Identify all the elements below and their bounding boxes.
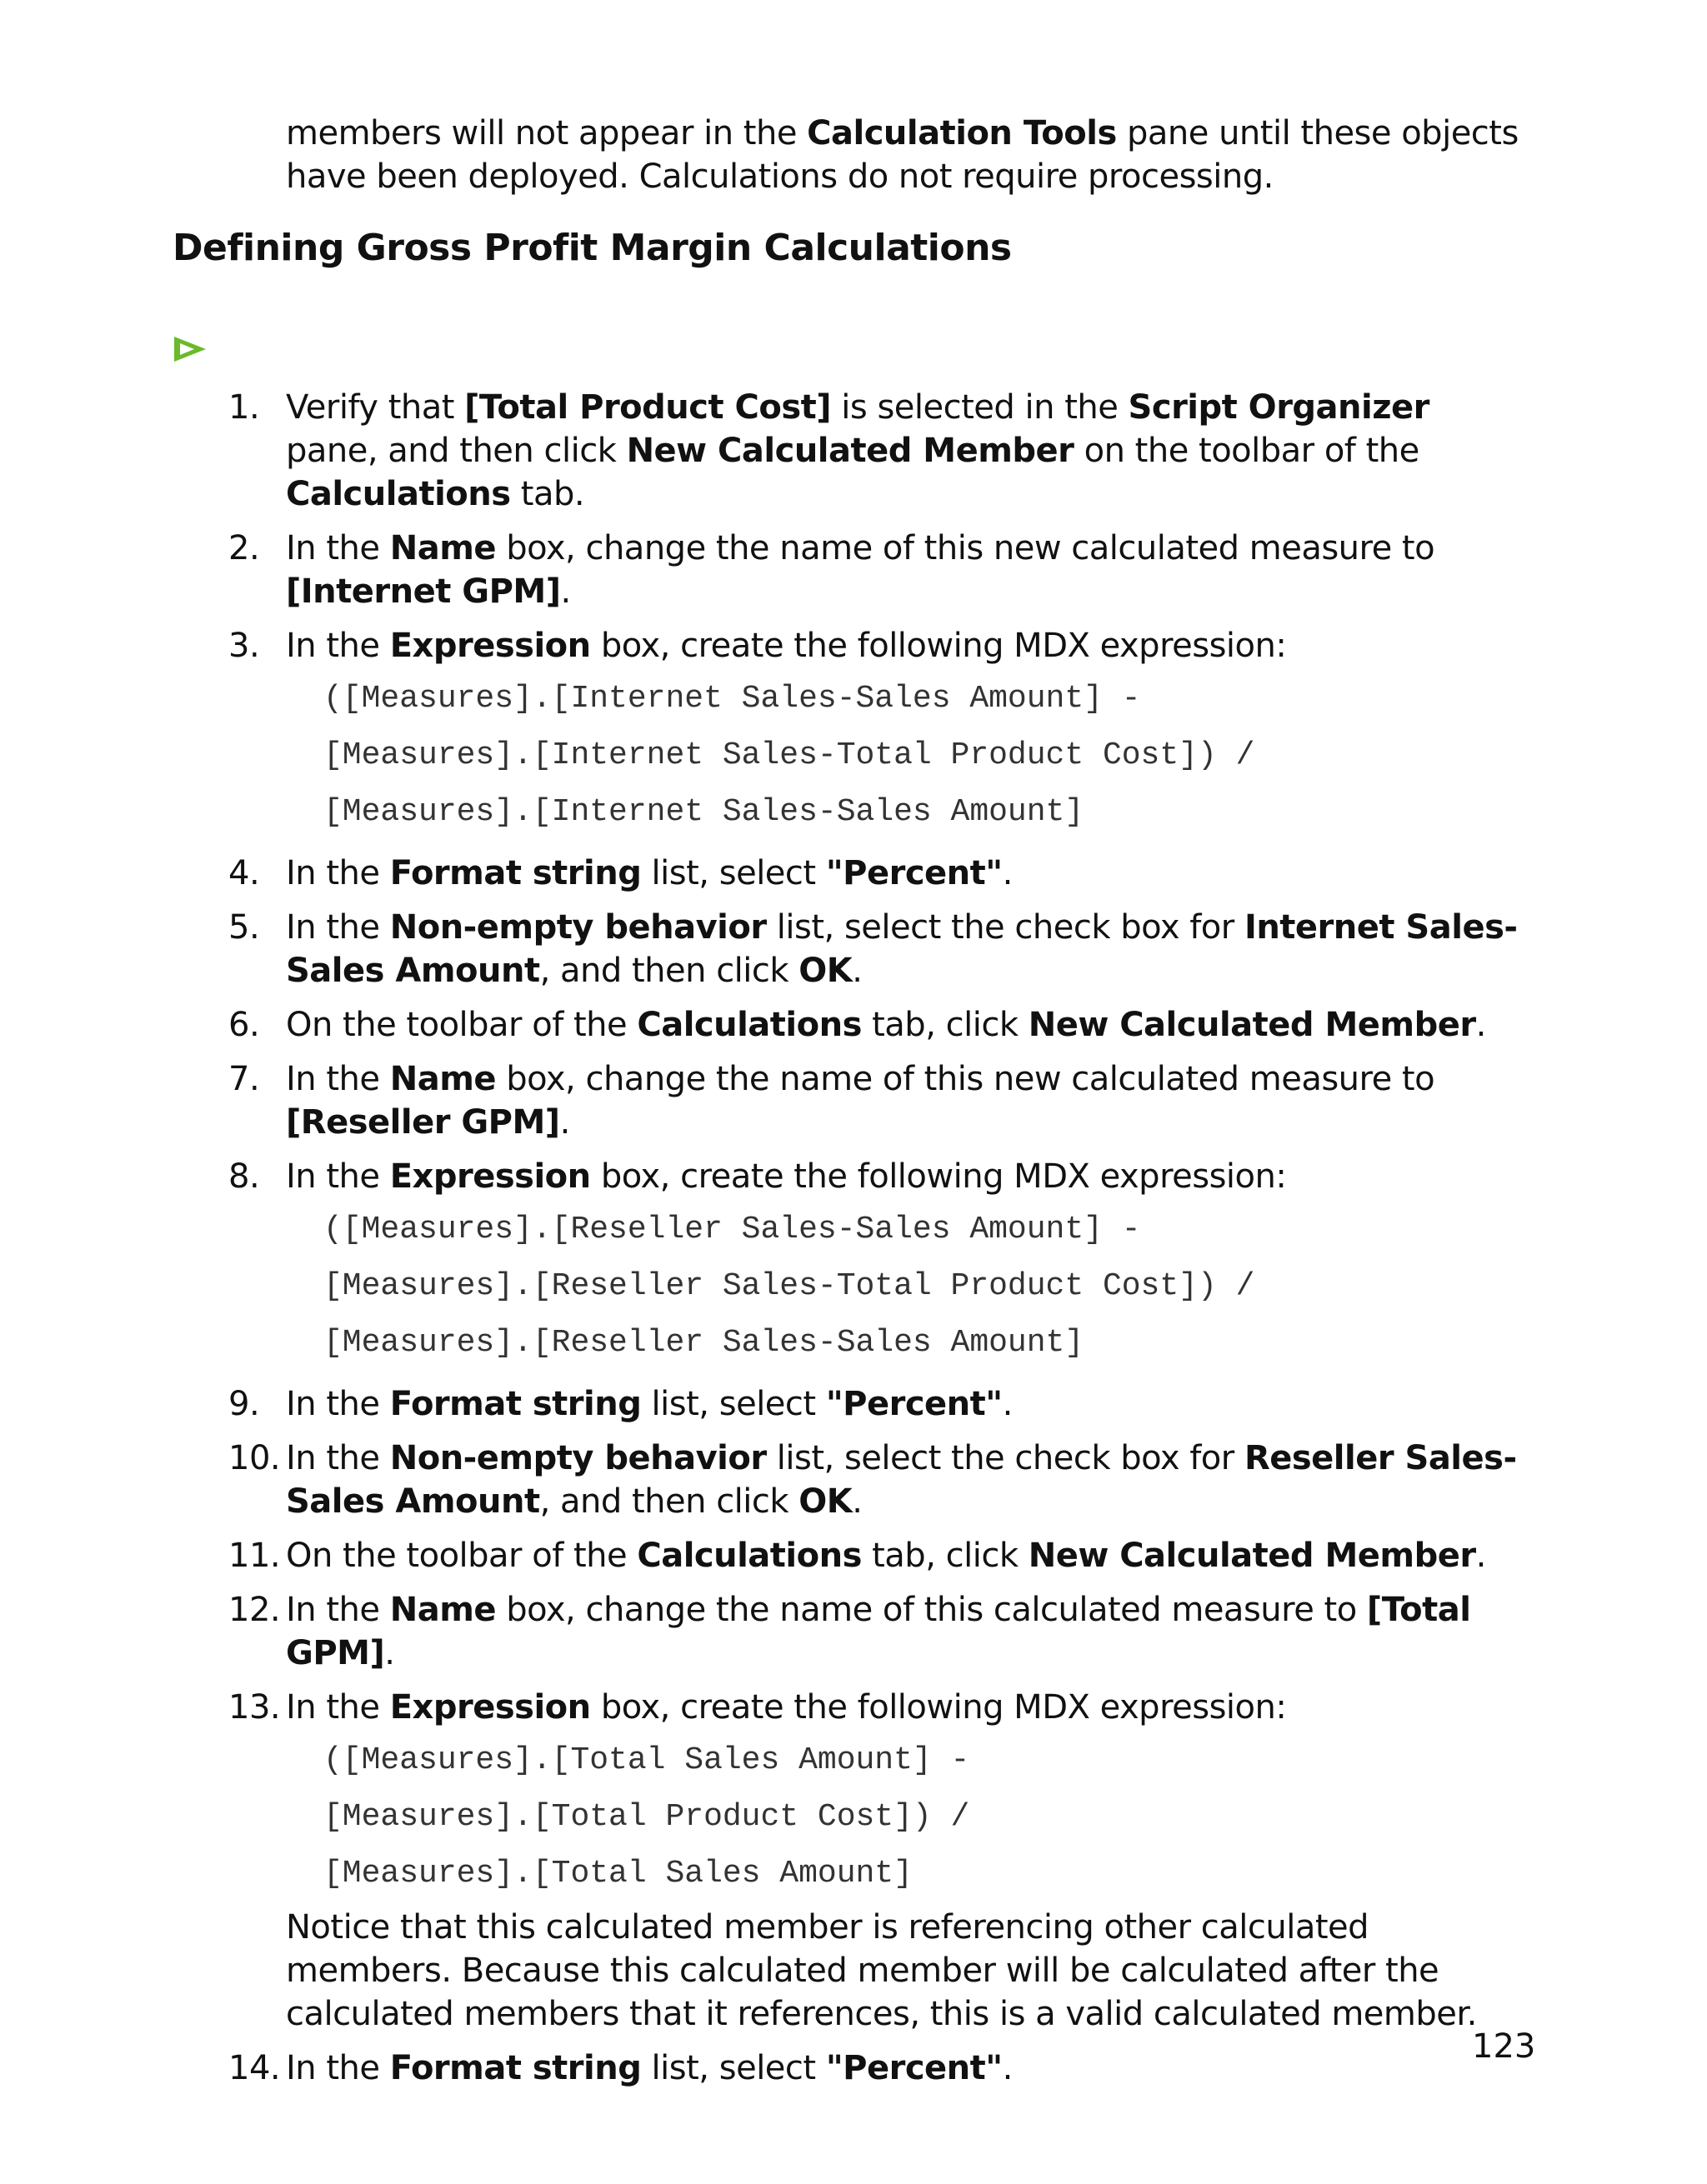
step-text: , and then click xyxy=(539,952,799,990)
step-text: . xyxy=(560,572,571,611)
step-number: 12. xyxy=(228,1591,281,1629)
step-text: In the xyxy=(286,1385,390,1423)
step-text: On the toolbar of the xyxy=(286,1537,638,1575)
step-text: In the xyxy=(286,529,390,567)
step-6 xyxy=(0,1003,1519,1047)
step-number: 3. xyxy=(228,627,260,665)
step-bold: New Calculated Member xyxy=(1028,1537,1476,1575)
step-text: on the toolbar of the xyxy=(1074,432,1419,470)
step-14 xyxy=(0,2047,1519,2090)
step-text: tab, click xyxy=(861,1537,1029,1575)
step-bold: Name xyxy=(389,1060,497,1098)
code-line: ([Measures].[Internet Sales-Sales Amount] - xyxy=(323,681,1141,717)
step-number: 13. xyxy=(228,1688,281,1727)
step-text: tab. xyxy=(510,475,585,513)
step-text: box, change the name of this calculated measure to xyxy=(496,1591,1367,1629)
step-bold: Format string xyxy=(389,2049,642,2087)
step-text: . xyxy=(559,1103,570,1142)
step-text: pane, and then click xyxy=(286,432,627,470)
intro-paragraph xyxy=(286,112,1536,198)
step-bold: OK xyxy=(798,1482,853,1521)
step-text: Verify that xyxy=(286,388,465,427)
code-line: [Measures].[Total Sales Amount] xyxy=(323,1856,913,1892)
step-7 xyxy=(0,1057,1519,1144)
step-3 xyxy=(0,624,1519,841)
step-4 xyxy=(0,852,1519,895)
step-number: 14. xyxy=(228,2049,281,2087)
mdx-expression xyxy=(286,1202,1519,1372)
code-line: [Measures].[Reseller Sales-Total Product Cost]) / xyxy=(323,1268,1255,1304)
code-line: [Measures].[Internet Sales-Total Product Cost]) / xyxy=(323,737,1255,773)
procedure-steps xyxy=(0,386,1707,2101)
step-text: In the xyxy=(286,908,390,947)
step-11 xyxy=(0,1534,1519,1577)
code-line: [Measures].[Internet Sales-Sales Amount] xyxy=(323,794,1084,830)
step-text: is selected in the xyxy=(831,388,1129,427)
step-text: box, change the name of this new calculated measure to xyxy=(496,529,1435,567)
step-bold: OK xyxy=(798,952,853,990)
step-note: Notice that this calculated member is referencing other calculated members. Because this calculated member will be calculated after the calculated members that it references, this is a valid calculated member. xyxy=(286,1908,1477,2033)
code-line: ([Measures].[Total Sales Amount] - xyxy=(323,1742,970,1778)
step-bold: Non-empty behavior xyxy=(389,1439,767,1477)
step-bold: Format string xyxy=(389,1385,642,1423)
step-text: box, change the name of this new calculated measure to xyxy=(496,1060,1435,1098)
mdx-expression xyxy=(286,671,1519,841)
step-bold: Reseller Sales-Sales Amount xyxy=(286,1439,1517,1521)
step-text: list, select xyxy=(641,854,826,892)
step-number: 8. xyxy=(228,1157,260,1196)
step-number: 9. xyxy=(228,1385,260,1423)
step-1 xyxy=(0,386,1519,516)
step-text: In the xyxy=(286,1688,390,1727)
step-text: . xyxy=(852,1482,863,1521)
step-2 xyxy=(0,527,1519,613)
step-bold: Format string xyxy=(389,854,642,892)
step-text: . xyxy=(1002,2049,1013,2087)
step-text: In the xyxy=(286,1591,390,1629)
step-text: box, create the following MDX expression: xyxy=(590,627,1287,665)
intro-text-2: pane until these objects have been deployed. Calculations do not require processing. xyxy=(286,114,1519,196)
step-number: 11. xyxy=(228,1537,281,1575)
code-line: ([Measures].[Reseller Sales-Sales Amount] - xyxy=(323,1212,1141,1247)
step-bold: Calculations xyxy=(637,1537,862,1575)
step-8 xyxy=(0,1155,1519,1372)
step-number: 5. xyxy=(228,908,260,947)
step-bold: Expression xyxy=(389,1157,591,1196)
step-text: , and then click xyxy=(539,1482,799,1521)
step-text: . xyxy=(1475,1537,1486,1575)
step-number: 2. xyxy=(228,529,260,567)
step-bold: [Total GPM] xyxy=(286,1591,1471,1672)
step-bold: Name xyxy=(389,1591,497,1629)
step-number: 6. xyxy=(228,1006,260,1044)
step-text: . xyxy=(852,952,863,990)
step-text: In the xyxy=(286,1157,390,1196)
step-text: . xyxy=(1475,1006,1486,1044)
step-text: list, select the check box for xyxy=(766,908,1244,947)
step-text: . xyxy=(1002,1385,1013,1423)
step-text: In the xyxy=(286,1439,390,1477)
step-13 xyxy=(0,1686,1519,2036)
step-text: In the xyxy=(286,627,390,665)
step-5 xyxy=(0,906,1519,992)
step-bold: Calculations xyxy=(637,1006,862,1044)
step-number: 10. xyxy=(228,1439,281,1477)
section-heading: Defining Gross Profit Margin Calculations xyxy=(173,227,1012,269)
step-number: 4. xyxy=(228,854,260,892)
step-bold: "Percent" xyxy=(825,854,1003,892)
step-text: box, create the following MDX expression: xyxy=(590,1688,1287,1727)
step-text: . xyxy=(1002,854,1013,892)
mdx-expression xyxy=(286,1732,1519,1902)
step-text: list, select xyxy=(641,1385,826,1423)
step-text: . xyxy=(384,1634,395,1672)
step-text: list, select xyxy=(641,2049,826,2087)
step-bold: Calculations xyxy=(286,475,511,513)
step-bold: "Percent" xyxy=(825,1385,1003,1423)
step-bold: Script Organizer xyxy=(1128,388,1429,427)
step-text: On the toolbar of the xyxy=(286,1006,638,1044)
step-text: In the xyxy=(286,2049,390,2087)
step-9 xyxy=(0,1382,1519,1426)
step-bold: New Calculated Member xyxy=(626,432,1074,470)
step-bold: Expression xyxy=(389,1688,591,1727)
step-bold: "Percent" xyxy=(825,2049,1003,2087)
step-bold: [Internet GPM] xyxy=(286,572,561,611)
step-bold: Expression xyxy=(389,627,591,665)
step-bold: Internet Sales-Sales Amount xyxy=(286,908,1518,990)
step-bold: Name xyxy=(389,529,497,567)
step-text: In the xyxy=(286,854,390,892)
step-bold: Non-empty behavior xyxy=(389,908,767,947)
step-number: 7. xyxy=(228,1060,260,1098)
step-bold: New Calculated Member xyxy=(1028,1006,1476,1044)
step-12 xyxy=(0,1588,1519,1675)
step-bold: [Reseller GPM] xyxy=(286,1103,560,1142)
step-text: tab, click xyxy=(861,1006,1029,1044)
step-text: In the xyxy=(286,1060,390,1098)
step-bold: [Total Product Cost] xyxy=(464,388,832,427)
step-10 xyxy=(0,1437,1519,1523)
step-text: list, select the check box for xyxy=(766,1439,1244,1477)
intro-text-1: members will not appear in the xyxy=(286,114,808,152)
step-number: 1. xyxy=(228,388,260,427)
code-line: [Measures].[Total Product Cost]) / xyxy=(323,1799,970,1835)
green-arrow-icon xyxy=(173,335,208,363)
page-number: 123 xyxy=(1472,2027,1536,2066)
code-line: [Measures].[Reseller Sales-Sales Amount] xyxy=(323,1325,1084,1361)
step-text: box, create the following MDX expression: xyxy=(590,1157,1287,1196)
intro-bold-1: Calculation Tools xyxy=(807,114,1117,152)
